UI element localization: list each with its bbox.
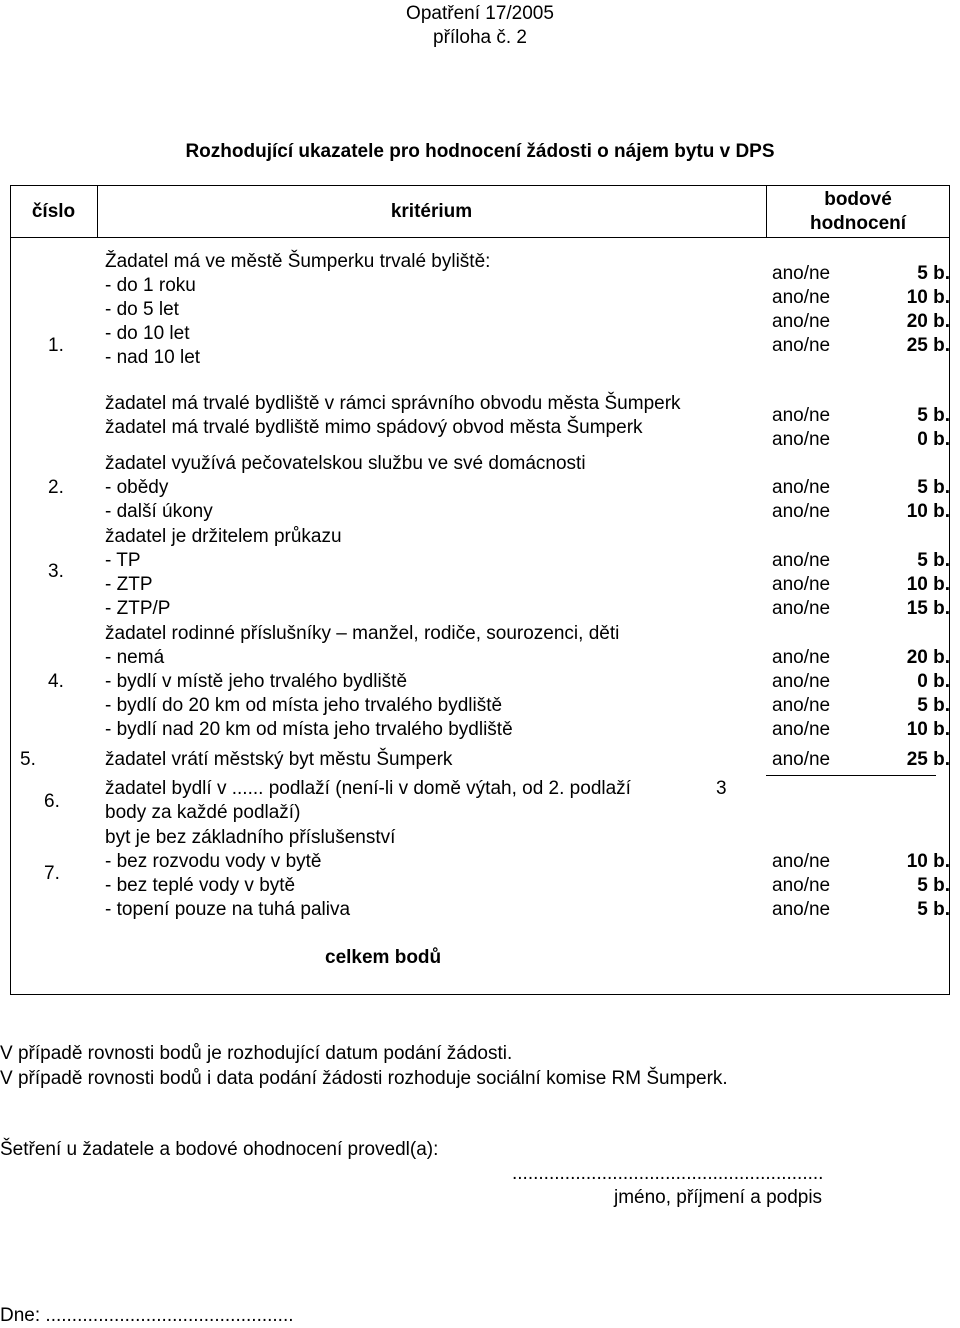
row-number: 7. <box>44 863 60 884</box>
criterion-line: - nad 10 let <box>105 347 201 368</box>
criterion-line: žadatel bydlí v ...... podlaží (není-li v domě výtah, od 2. podlaží <box>105 778 631 799</box>
points-value: 25 b. <box>906 335 950 356</box>
points-value: 10 b. <box>906 574 950 595</box>
points-value: 10 b. <box>906 501 950 522</box>
criterion-line: - ZTP/P <box>105 598 171 619</box>
criterion-line: - bydlí nad 20 km od místa jeho trvalého bydliště <box>105 719 513 740</box>
col-header-score-2: hodnocení <box>809 213 907 234</box>
row-number: 3. <box>48 561 64 582</box>
answer-yes-no: ano/ne <box>772 287 831 308</box>
header-line2: příloha č. 2 <box>433 27 527 48</box>
row-number: 1. <box>48 335 64 356</box>
answer-yes-no: ano/ne <box>772 574 831 595</box>
table-header-rule <box>10 237 950 238</box>
col-header-criterion: kritérium <box>390 201 473 222</box>
answer-yes-no: ano/ne <box>772 405 831 426</box>
criterion-line: - bydlí v místě jeho trvalého bydliště <box>105 671 408 692</box>
answer-yes-no: ano/ne <box>772 429 831 450</box>
criterion-line: - obědy <box>105 477 169 498</box>
criterion-line: Žadatel má ve městě Šumperku trvalé byliště: <box>105 251 491 272</box>
page-title: Rozhodující ukazatele pro hodnocení žádosti o nájem bytu v DPS <box>185 141 775 162</box>
points-value: 10 b. <box>906 851 950 872</box>
answer-yes-no: ano/ne <box>772 501 831 522</box>
criterion-line: žadatel má trvalé bydliště mimo spádový obvod města Šumperk <box>105 417 643 438</box>
points-value: 0 b. <box>917 429 950 450</box>
criterion-line: žadatel rodinné příslušníky – manžel, rodiče, sourozenci, děti <box>105 623 620 644</box>
row-number: 5. <box>20 749 36 770</box>
points-value: 25 b. <box>906 749 950 770</box>
header-line1: Opatření 17/2005 <box>406 3 554 24</box>
criterion-line: body za každé podlaží) <box>105 802 301 823</box>
criterion-line: žadatel je držitelem průkazu <box>105 526 342 547</box>
answer-yes-no: ano/ne <box>772 899 831 920</box>
points-value: 5 b. <box>917 405 950 426</box>
answer-yes-no: ano/ne <box>772 851 831 872</box>
total-label: celkem bodů <box>325 947 442 968</box>
criterion-line: byt je bez základního příslušenství <box>105 827 396 848</box>
note-line: V případě rovnosti bodů je rozhodující datum podání žádosti. <box>0 1043 513 1064</box>
col-header-score-1: bodové <box>824 189 892 210</box>
points-value: 5 b. <box>917 263 950 284</box>
criterion-line: - ZTP <box>105 574 153 595</box>
points-value: 20 b. <box>906 311 950 332</box>
points-value: 15 b. <box>906 598 950 619</box>
criterion-line: - další úkony <box>105 501 213 522</box>
points-value: 5 b. <box>917 477 950 498</box>
points-value: 5 b. <box>917 875 950 896</box>
points-value: 5 b. <box>917 695 950 716</box>
row-number: 2. <box>48 477 64 498</box>
criterion-line: žadatel vrátí městský byt městu Šumperk <box>105 749 453 770</box>
criterion-line: žadatel využívá pečovatelskou službu ve své domácnosti <box>105 453 586 474</box>
answer-yes-no: ano/ne <box>772 695 831 716</box>
criterion-line: - bez teplé vody v bytě <box>105 875 296 896</box>
answer-yes-no: ano/ne <box>772 671 831 692</box>
signature-label: jméno, příjmení a podpis <box>614 1187 823 1208</box>
answer-yes-no: ano/ne <box>772 335 831 356</box>
criterion-line: žadatel má trvalé bydliště v rámci správního obvodu města Šumperk <box>105 393 681 414</box>
criterion-line: - bydlí do 20 km od místa jeho trvalého bydliště <box>105 695 503 716</box>
answer-yes-no: ano/ne <box>772 263 831 284</box>
points-value: 5 b. <box>917 550 950 571</box>
row-number: 4. <box>48 671 64 692</box>
answer-yes-no: ano/ne <box>772 647 831 668</box>
criterion-line: - topení pouze na tuhá paliva <box>105 899 351 920</box>
answer-yes-no: ano/ne <box>772 875 831 896</box>
criterion-line: - bez rozvodu vody v bytě <box>105 851 322 872</box>
points-value: 20 b. <box>906 647 950 668</box>
note-line: V případě rovnosti bodů i data podání žádosti rozhoduje sociální komise RM Šumperk. <box>0 1068 728 1089</box>
criterion-line: - do 5 let <box>105 299 179 320</box>
criterion-line: - do 10 let <box>105 323 190 344</box>
date-field[interactable]: Dne: ............................................... <box>0 1305 294 1326</box>
answer-yes-no: ano/ne <box>772 477 831 498</box>
investigation-label: Šetření u žadatele a bodové ohodnocení provedl(a): <box>0 1139 439 1160</box>
criterion-line: - TP <box>105 550 141 571</box>
answer-yes-no: ano/ne <box>772 550 831 571</box>
answer-yes-no: ano/ne <box>772 749 831 770</box>
points-value: 10 b. <box>906 719 950 740</box>
criterion-line: - nemá <box>105 647 165 668</box>
signature-line[interactable]: ........................................................... <box>512 1163 824 1184</box>
answer-yes-no: ano/ne <box>772 719 831 740</box>
points-value: 0 b. <box>917 671 950 692</box>
points-value: 5 b. <box>917 899 950 920</box>
row6-extra-value: 3 <box>716 778 727 799</box>
row-number: 6. <box>44 791 60 812</box>
answer-yes-no: ano/ne <box>772 311 831 332</box>
answer-yes-no: ano/ne <box>772 598 831 619</box>
points-value: 10 b. <box>906 287 950 308</box>
criterion-line: - do 1 roku <box>105 275 196 296</box>
col-header-number: číslo <box>31 201 76 222</box>
row6-rule <box>766 775 936 776</box>
